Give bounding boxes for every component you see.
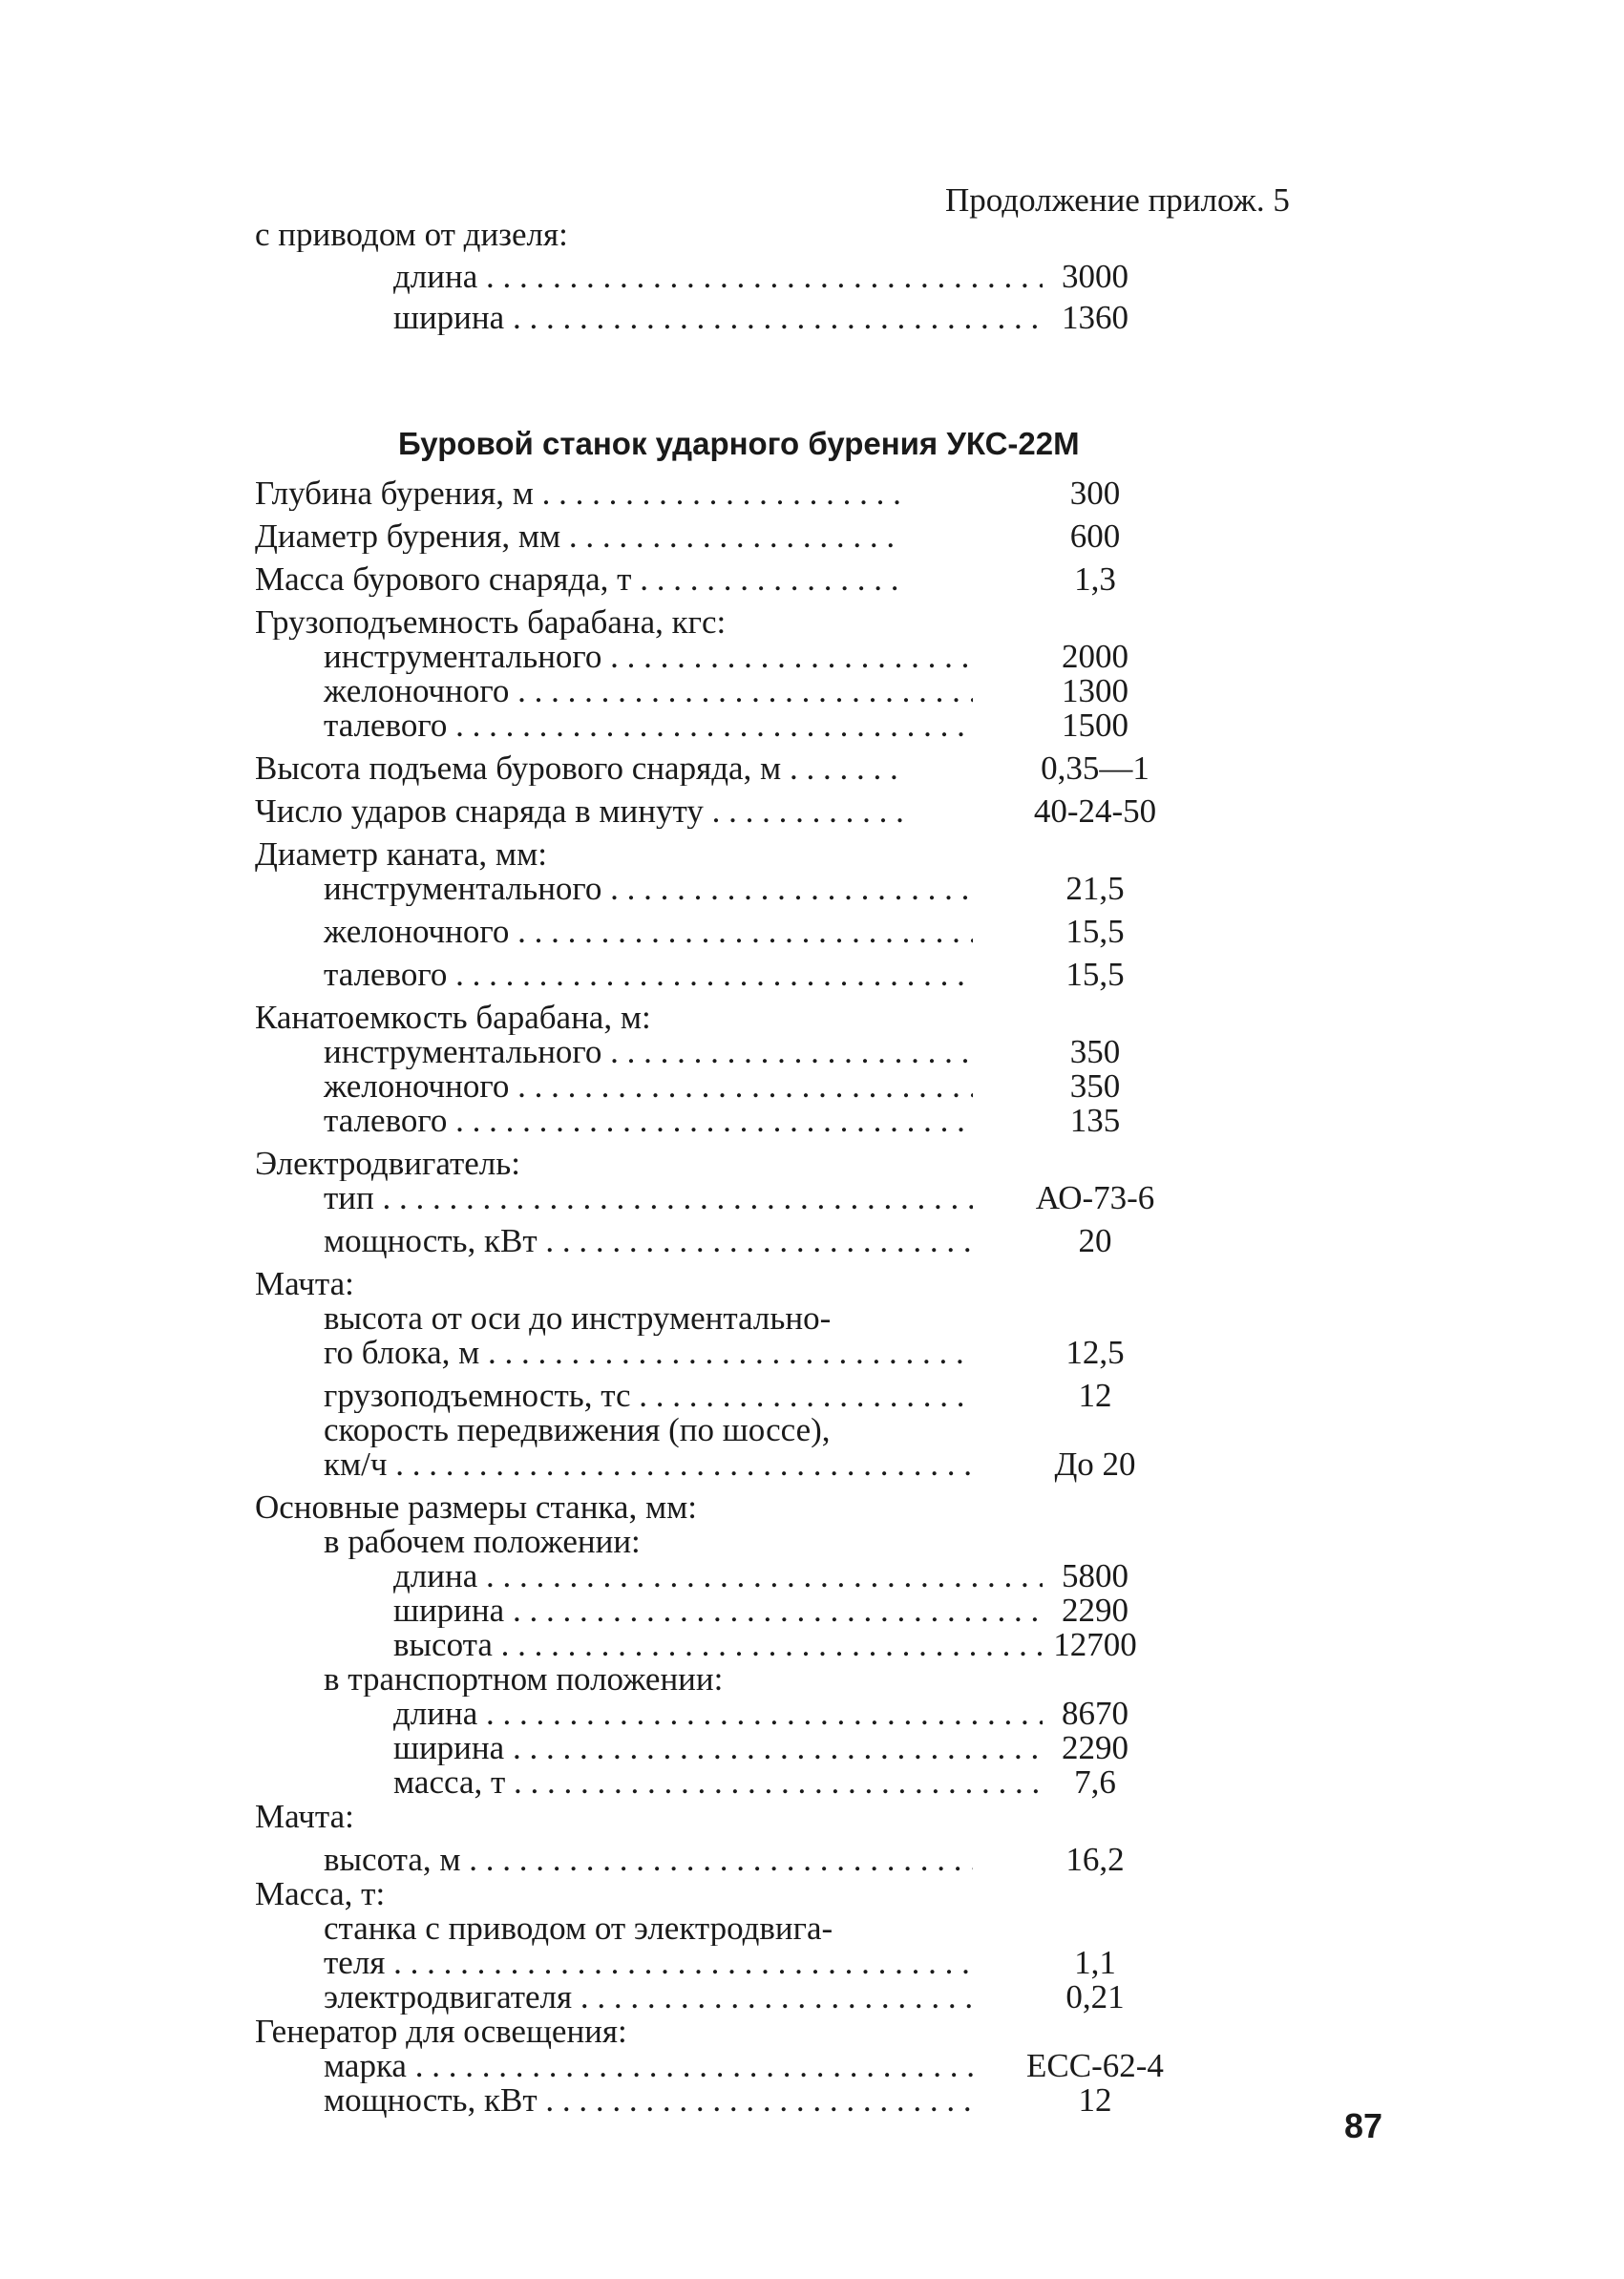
spec-row [255, 1069, 1191, 1104]
spec-row [255, 1181, 1191, 1215]
intro-heading-text: с приводом от дизеля: [255, 218, 568, 252]
spec-label: высота, м . . . [255, 1843, 973, 1877]
spec-row [255, 1447, 1191, 1482]
spec-row [255, 1628, 1191, 1662]
spec-label: в транспортном положении: [324, 1662, 724, 1697]
spec-group-heading [255, 1001, 1191, 1035]
spec-value: 2000 [1062, 638, 1128, 675]
spec-value: 5800 [1062, 1557, 1128, 1594]
spec-label: в рабочем положении: [324, 1525, 641, 1559]
spec-subheading [255, 1911, 1191, 1946]
spec-value: ЕСС-62-4 [1026, 2047, 1164, 2084]
spec-label: тип . . . [255, 1181, 973, 1215]
spec-row [255, 1980, 1191, 2015]
spec-value: 12,5 [1065, 1334, 1125, 1371]
spec-row [255, 751, 1191, 786]
spec-row [255, 1697, 1191, 1731]
spec-label: масса, т . . . [255, 1765, 1043, 1800]
spec-label: Мачта: [255, 1267, 354, 1301]
page-number: 87 [1344, 2106, 1383, 2145]
spec-label: длина . . . [255, 1559, 1043, 1593]
spec-value: 40-24-50 [1033, 792, 1157, 830]
spec-value: АО-73-6 [1035, 1179, 1155, 1216]
intro-value: 1360 [1062, 299, 1128, 336]
spec-row [255, 640, 1191, 674]
spec-row [255, 1104, 1191, 1138]
spec-row [255, 708, 1191, 743]
spec-row [255, 1336, 1191, 1370]
spec-value: 15,5 [1065, 913, 1125, 950]
spec-value: 0,35—1 [1041, 749, 1149, 787]
spec-group-heading [255, 1877, 1191, 1911]
spec-label: станка с приводом от электродвига- [324, 1911, 833, 1946]
spec-label: талевого . . . [255, 958, 973, 992]
spec-label: Масса бурового снаряда, т . . . [255, 562, 904, 597]
spec-value: 1300 [1062, 672, 1128, 709]
intro-heading [255, 218, 1191, 252]
spec-label: желоночного . . . [255, 915, 973, 949]
spec-label: Генератор для освещения: [255, 2015, 627, 2049]
section-title: Буровой станок ударного бурения УКС-22М [398, 426, 1080, 461]
spec-group-heading [255, 1267, 1191, 1301]
spec-row [255, 915, 1191, 949]
spec-label: талевого . . . [255, 1104, 973, 1138]
spec-value: 12700 [1053, 1626, 1137, 1663]
spec-label: Основные размеры станка, мм: [255, 1490, 697, 1525]
spec-table [255, 420, 1191, 2118]
spec-row [255, 1946, 1191, 1980]
spec-label: инструментального . . . [255, 640, 973, 674]
spec-value: 2290 [1062, 1729, 1128, 1766]
spec-label: Число ударов снаряда в минуту . . . [255, 794, 904, 829]
spec-label: ширина . . . [255, 1593, 1043, 1628]
intro-value: 3000 [1062, 258, 1128, 295]
spec-group-heading [255, 605, 1191, 640]
spec-label: го блока, м . . . [255, 1336, 973, 1370]
spec-row [255, 562, 1191, 597]
intro-label: ширина . . . [255, 301, 1043, 335]
spec-label: высота от оси до инструментально- [324, 1301, 832, 1336]
spec-row [255, 1843, 1191, 1877]
spec-group-heading [255, 1800, 1191, 1834]
spec-label: мощность, кВт . . . [255, 1224, 973, 1258]
spec-value: 21,5 [1065, 870, 1125, 907]
spec-value: 135 [1069, 1102, 1121, 1139]
spec-row [255, 519, 1191, 554]
spec-group-heading [255, 2015, 1191, 2049]
spec-label: Высота подъема бурового снаряда, м . . . [255, 751, 904, 786]
spec-subheading [255, 1413, 1191, 1447]
spec-label: теля . . . [255, 1946, 973, 1980]
spec-label: марка . . . [255, 2049, 973, 2083]
spec-row [255, 476, 1191, 511]
spec-row [255, 1593, 1191, 1628]
spec-value: 16,2 [1065, 1841, 1125, 1878]
spec-subheading [255, 1662, 1191, 1697]
spec-label: инструментального . . . [255, 1035, 973, 1069]
spec-row [255, 1035, 1191, 1069]
spec-group-heading [255, 837, 1191, 872]
spec-group-heading [255, 1490, 1191, 1525]
spec-value: 1500 [1062, 707, 1128, 744]
spec-subheading [255, 1525, 1191, 1559]
spec-value: 600 [1069, 517, 1121, 555]
spec-value: 7,6 [1074, 1763, 1116, 1801]
spec-value: 8670 [1062, 1695, 1128, 1732]
spec-label: скорость передвижения (по шоссе), [324, 1413, 831, 1447]
spec-row [255, 1765, 1191, 1800]
continuation-header: Продолжение прилож. 5 [945, 181, 1290, 219]
spec-row [255, 872, 1191, 906]
spec-row [255, 958, 1191, 992]
spec-value: 350 [1069, 1067, 1121, 1105]
spec-label: длина . . . [255, 1697, 1043, 1731]
spec-label: грузоподъемность, тс . . . [255, 1379, 973, 1413]
spec-row [255, 2049, 1191, 2083]
spec-value: 2290 [1062, 1592, 1128, 1629]
spec-label: Масса, т: [255, 1877, 386, 1911]
spec-row [255, 1559, 1191, 1593]
spec-row [255, 794, 1191, 829]
spec-label: высота . . . [255, 1628, 1043, 1662]
spec-row [255, 1379, 1191, 1413]
intro-label: длина . . . [255, 260, 1043, 294]
intro-block [255, 218, 1191, 334]
spec-value: До 20 [1054, 1445, 1136, 1483]
spec-row [255, 1731, 1191, 1765]
spec-value: 12 [1078, 1377, 1112, 1414]
spec-label: Глубина бурения, м . . . [255, 476, 904, 511]
spec-row [255, 674, 1191, 708]
spec-label: талевого . . . [255, 708, 973, 743]
spec-label: инструментального . . . [255, 872, 973, 906]
spec-value: 12 [1078, 2081, 1112, 2119]
spec-value: 300 [1069, 475, 1121, 512]
spec-label: км/ч . . . [255, 1447, 973, 1482]
spec-label: Канатоемкость барабана, м: [255, 1001, 651, 1035]
spec-label: Грузоподъемность барабана, кгс: [255, 605, 727, 640]
spec-value: 1,3 [1074, 560, 1116, 598]
spec-label: желоночного . . . [255, 1069, 973, 1104]
spec-value: 15,5 [1065, 956, 1125, 993]
intro-row [255, 301, 1191, 334]
intro-row [255, 260, 1191, 293]
spec-label: Диаметр каната, мм: [255, 837, 547, 872]
spec-subheading [255, 1301, 1191, 1336]
spec-label: Электродвигатель: [255, 1147, 520, 1181]
spec-value: 1,1 [1074, 1944, 1116, 1981]
spec-label: ширина . . . [255, 1731, 1043, 1765]
spec-value: 0,21 [1065, 1978, 1125, 2015]
spec-label: Диаметр бурения, мм . . . [255, 519, 904, 554]
spec-label: мощность, кВт . . . [255, 2083, 973, 2118]
spec-value: 20 [1078, 1222, 1112, 1259]
spec-label: Мачта: [255, 1800, 354, 1834]
spec-label: электродвигателя . . . [255, 1980, 973, 2015]
spec-value: 350 [1069, 1033, 1121, 1070]
spec-row [255, 2083, 1191, 2118]
spec-label: желоночного . . . [255, 674, 973, 708]
spec-row [255, 1224, 1191, 1258]
spec-group-heading [255, 1147, 1191, 1181]
